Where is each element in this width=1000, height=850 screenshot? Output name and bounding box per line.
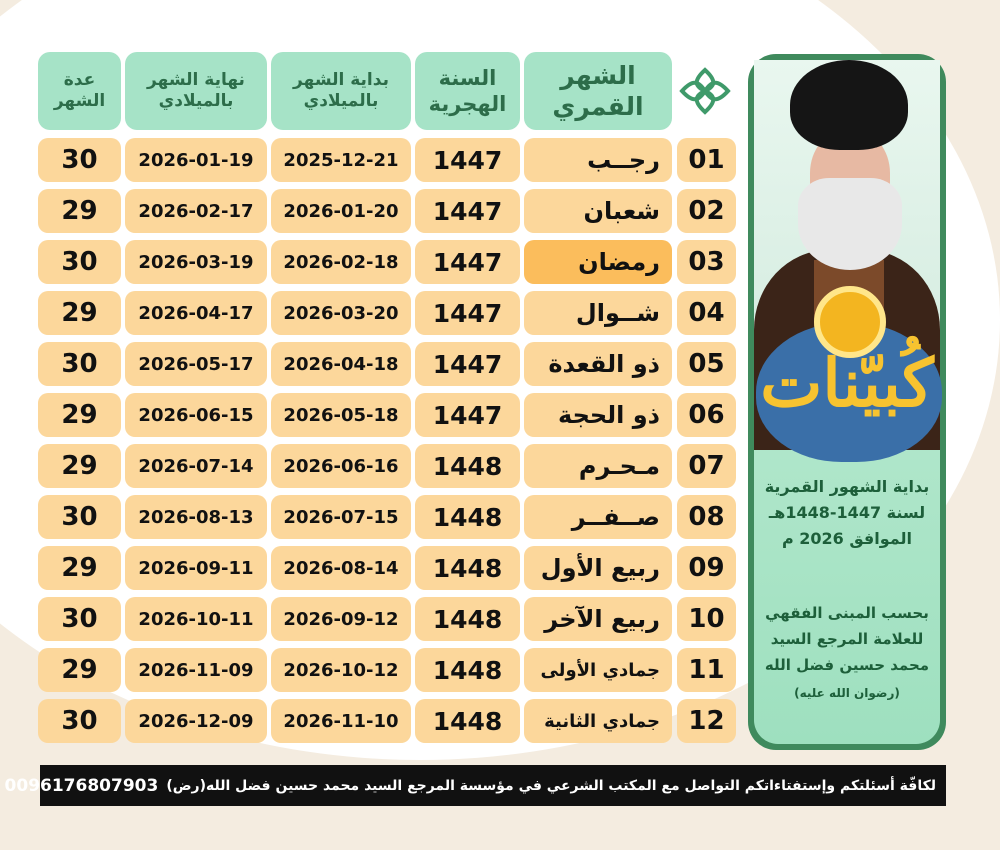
header-month-line1: الشهر: [560, 60, 636, 90]
month-number-cell: 10: [677, 597, 736, 641]
hijri-year-cell: 1448: [415, 597, 520, 641]
header-days-line2: الشهر: [53, 91, 106, 111]
header-month: [524, 52, 672, 130]
month-name-cell: جمادي الثانية: [524, 699, 672, 743]
hijri-year-cell: 1447: [415, 240, 520, 284]
month-number-cell: 07: [677, 444, 736, 488]
end-date-cell: 2026-10-11: [125, 597, 267, 641]
start-date-cell: 2026-11-10: [271, 699, 411, 743]
start-date-cell: 2026-05-18: [271, 393, 411, 437]
header-days-line1: عدة: [63, 69, 96, 90]
month-name-cell: جمادي الأولى: [524, 648, 672, 692]
month-number-cell: 12: [677, 699, 736, 743]
hijri-year-cell: 1448: [415, 546, 520, 590]
ornament-icon: [676, 64, 734, 118]
days-count-cell: 29: [38, 393, 121, 437]
hijri-year-cell: 1447: [415, 393, 520, 437]
month-name-cell: ربيع الآخر: [524, 597, 672, 641]
hijri-year-cell: 1448: [415, 648, 520, 692]
header-end: [125, 52, 267, 130]
days-count-cell: 30: [38, 597, 121, 641]
days-count-cell: 30: [38, 699, 121, 743]
footer-text: لكافّة أسئلتكم وإستفتاءاتكم التواصل مع المكتب الشرعي في مؤسسة المرجع السيد محمد حسين فضل الله(رض): [166, 777, 936, 794]
side-basis-line: للعلامة المرجع السيد: [770, 630, 924, 648]
days-count-cell: 29: [38, 648, 121, 692]
header-start-line1: بداية الشهر: [293, 69, 389, 90]
hijri-year-cell: 1447: [415, 189, 520, 233]
month-number-cell: 05: [677, 342, 736, 386]
end-date-cell: 2026-02-17: [125, 189, 267, 233]
logo-wordmark: كُبيّنات: [760, 344, 934, 422]
side-basis-line: محمد حسين فضل الله: [764, 656, 930, 674]
contact-footer: [4, 765, 946, 806]
header-year-line1: السنة: [438, 65, 497, 90]
month-name-cell: ربيع الأول: [524, 546, 672, 590]
days-count-cell: 30: [38, 240, 121, 284]
end-date-cell: 2026-07-14: [125, 444, 267, 488]
month-name-cell: ذو القعدة: [524, 342, 672, 386]
header-days: [38, 52, 121, 130]
start-date-cell: 2026-03-20: [271, 291, 411, 335]
header-month-line2: القمري: [552, 92, 644, 121]
header-year-line2: الهجرية: [428, 92, 507, 116]
month-number-cell: 04: [677, 291, 736, 335]
end-date-cell: 2026-08-13: [125, 495, 267, 539]
header-start-line2: بالميلادي: [303, 91, 379, 111]
side-title: [760, 474, 934, 552]
start-date-cell: 2026-10-12: [271, 648, 411, 692]
end-date-cell: 2026-11-09: [125, 648, 267, 692]
end-date-cell: 2026-09-11: [125, 546, 267, 590]
hijri-year-cell: 1447: [415, 291, 520, 335]
start-date-cell: 2026-02-18: [271, 240, 411, 284]
end-date-cell: 2026-01-19: [125, 138, 267, 182]
days-count-cell: 30: [38, 495, 121, 539]
month-name-cell: مـحـرم: [524, 444, 672, 488]
month-name-cell: صــفــر: [524, 495, 672, 539]
end-date-cell: 2026-04-17: [125, 291, 267, 335]
end-date-cell: 2026-05-17: [125, 342, 267, 386]
hijri-year-cell: 1448: [415, 495, 520, 539]
days-count-cell: 29: [38, 444, 121, 488]
footer-phone: 0096176807903: [4, 775, 159, 796]
month-name-cell: ذو الحجة: [524, 393, 672, 437]
side-basis-line: بحسب المبنى الفقهي: [765, 604, 929, 622]
start-date-cell: 2026-06-16: [271, 444, 411, 488]
month-number-cell: 01: [677, 138, 736, 182]
month-number-cell: 06: [677, 393, 736, 437]
month-name-cell: شعبان: [524, 189, 672, 233]
hijri-year-cell: 1447: [415, 138, 520, 182]
days-count-cell: 29: [38, 189, 121, 233]
beard-shape: [798, 178, 902, 270]
start-date-cell: 2025-12-21: [271, 138, 411, 182]
header-end-line1: نهاية الشهر: [147, 69, 245, 90]
start-date-cell: 2026-08-14: [271, 546, 411, 590]
side-panel: [748, 54, 946, 750]
month-name-cell: شــوال: [524, 291, 672, 335]
month-number-cell: 11: [677, 648, 736, 692]
month-number-cell: 02: [677, 189, 736, 233]
days-count-cell: 30: [38, 342, 121, 386]
hijri-year-cell: 1447: [415, 342, 520, 386]
side-title-line: الموافق 2026 م: [781, 529, 913, 548]
header-year: [415, 52, 520, 130]
month-name-cell: رجــب: [524, 138, 672, 182]
days-count-cell: 29: [38, 546, 121, 590]
header-end-line2: بالميلادي: [158, 91, 234, 111]
end-date-cell: 2026-03-19: [125, 240, 267, 284]
side-title-line: بداية الشهور القمرية: [764, 477, 930, 496]
side-basis: [760, 600, 934, 678]
month-number-cell: 09: [677, 546, 736, 590]
end-date-cell: 2026-12-09: [125, 699, 267, 743]
hijri-year-cell: 1448: [415, 699, 520, 743]
start-date-cell: 2026-07-15: [271, 495, 411, 539]
side-panel-inner: [754, 60, 940, 744]
side-blessing: (رضوان الله عليه): [794, 686, 900, 700]
header-start: [271, 52, 411, 130]
end-date-cell: 2026-06-15: [125, 393, 267, 437]
start-date-cell: 2026-09-12: [271, 597, 411, 641]
start-date-cell: 2026-01-20: [271, 189, 411, 233]
side-title-line: لسنة 1447-1448هـ: [768, 503, 926, 522]
days-count-cell: 29: [38, 291, 121, 335]
month-name-cell: رمضان: [524, 240, 672, 284]
days-count-cell: 30: [38, 138, 121, 182]
month-number-cell: 08: [677, 495, 736, 539]
hijri-year-cell: 1448: [415, 444, 520, 488]
month-number-cell: 03: [677, 240, 736, 284]
start-date-cell: 2026-04-18: [271, 342, 411, 386]
turban-shape: [790, 60, 908, 150]
